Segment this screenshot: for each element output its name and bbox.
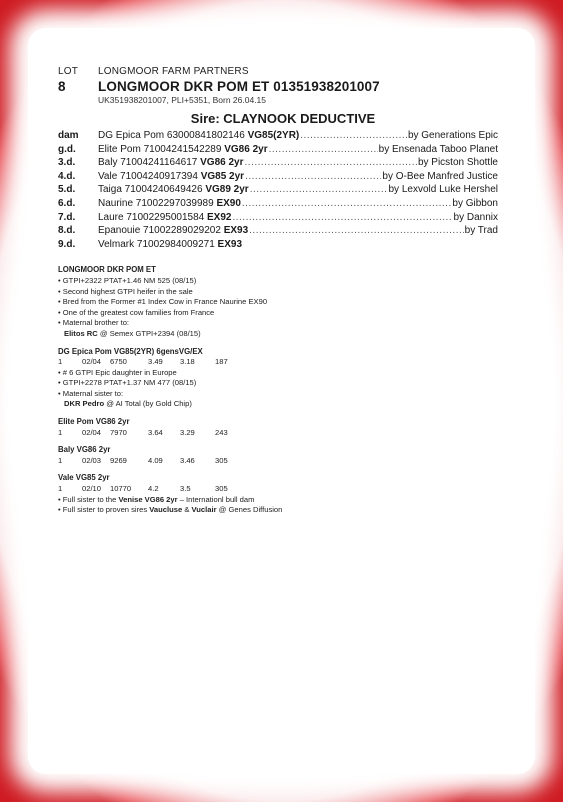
pedigree-row (58, 197, 498, 211)
note-bullet: • One of the greatest cow families from France (58, 307, 215, 317)
sire-line: Sire: CLAYNOOK DEDUCTIVE (190, 111, 376, 126)
classification: EX93 (223, 225, 249, 237)
pedigree-row (58, 224, 498, 238)
ancestor-sire: by O-Bee Manfred Justice (382, 170, 498, 182)
generation-key: 4.d. (58, 170, 76, 182)
consignor-name: LONGMOOR FARM PARTNERS (98, 66, 249, 77)
leader-dots (269, 143, 378, 157)
generation-key: 7.d. (58, 211, 76, 223)
classification: EX92 (207, 211, 232, 223)
pedigree-row (58, 183, 498, 197)
ancestor-sire: by Lexvold Luke Hershel (388, 184, 498, 196)
classification: VG86 2yr (200, 157, 244, 169)
leader-dots (245, 170, 381, 184)
pedigree-row (58, 156, 498, 170)
generation-key: dam (58, 130, 79, 141)
pedigree-row (58, 211, 498, 225)
lactation-record: 1 02/04 7970 3.64 3.29 243 (58, 427, 228, 437)
lot-header (58, 66, 498, 77)
note-bullet: • # 6 GTPI Epic daughter in Europe (58, 367, 177, 377)
pedigree-row (58, 129, 498, 143)
note-bullet: • Bred from the Former #1 Index Cow in France Naurine EX90 (58, 297, 268, 307)
animal-details: UK351938201007, PLI+5351, Born 26.04.15 (98, 95, 267, 105)
ancestor-name: Baly 71004241164617 VG86 2yr (98, 157, 244, 169)
note-bullet: • GTPI+2322 PTAT+1.46 NM 525 (08/15) (58, 275, 197, 285)
note-heading: Elite Pom VG86 2yr (58, 417, 130, 427)
lot-title-row (58, 79, 498, 94)
lot-notes (58, 265, 498, 515)
ancestor-name: Taiga 71004240649426 VG89 2yr (98, 184, 249, 196)
note-bullet: • Full sister to the Venise VG86 2yr – Internationl bull dam (58, 494, 255, 504)
classification: VG85 2yr (200, 170, 245, 182)
leader-dots (245, 156, 417, 170)
pedigree-row (58, 143, 498, 157)
pedigree-row (58, 238, 498, 252)
note-heading: DG Epica Pom VG85(2YR) 6gensVG/EX (58, 346, 203, 356)
note-bullet: • GTPI+2278 PTAT+1.37 NM 477 (08/15) (58, 378, 197, 388)
pedigree-table (58, 129, 498, 251)
lot-entry (58, 66, 498, 516)
note-bullet: • Maternal brother to: (58, 318, 130, 328)
ancestor-name: Velmark 71002984009271 EX93 (98, 238, 243, 250)
generation-key: 3.d. (58, 157, 76, 169)
classification: VG86 2yr (224, 143, 268, 155)
ancestor-name: Laure 71002295001584 EX92 (98, 211, 232, 223)
note-bullet: • Second highest GTPI heifer in the sale (58, 286, 193, 296)
note-heading: Baly VG86 2yr (58, 445, 111, 455)
generation-key: 8.d. (58, 225, 76, 237)
note-bullet: • Full sister to proven sires Vaucluse & Vuclair @ Genes Diffusion (58, 505, 283, 515)
classification: VG85(2YR) (247, 130, 300, 141)
ancestor-sire: by Gibbon (452, 197, 498, 209)
lactation-record: 1 02/03 9269 4.09 3.46 305 (58, 455, 228, 465)
lot-label: LOT (58, 66, 79, 77)
ancestor-name: DG Epica Pom 63000841802146 VG85(2YR) (98, 130, 300, 141)
generation-key: 9.d. (58, 238, 76, 250)
leader-dots (242, 197, 452, 211)
lactation-record: 1 02/10 10770 4.2 3.5 305 (58, 484, 228, 494)
animal-name: LONGMOOR DKR POM ET 01351938201007 (98, 79, 380, 94)
pedigree-row (58, 170, 498, 184)
ancestor-sire: by Trad (464, 225, 498, 237)
note-heading: Vale VG85 2yr (58, 473, 110, 483)
classification: EX93 (217, 238, 243, 250)
ancestor-sire: by Picston Shottle (417, 157, 498, 169)
leader-dots (250, 183, 388, 197)
ancestor-name: Naurine 71002297039989 EX90 (98, 197, 241, 209)
maternal-sister-ref: DKR Pedro @ AI Total (by Gold Chip) (64, 399, 192, 409)
leader-dots (232, 211, 452, 225)
ancestor-name: Epanouie 71002289029202 EX93 (98, 225, 249, 237)
classification: EX90 (216, 197, 241, 209)
note-heading: LONGMOOR DKR POM ET (58, 265, 156, 275)
ancestor-sire: by Ensenada Taboo Planet (378, 143, 498, 155)
ancestor-sire: by Generations Epic (407, 130, 498, 141)
leader-dots (300, 129, 407, 143)
classification: VG89 2yr (205, 184, 249, 196)
ancestor-sire: by Dannix (453, 211, 498, 223)
maternal-brother-ref: Elitos RC @ Semex GTPI+2394 (08/15) (64, 328, 201, 338)
leader-dots (249, 224, 463, 238)
generation-key: 6.d. (58, 197, 76, 209)
lot-number: 8 (58, 79, 66, 94)
ancestor-name: Vale 71004240917394 VG85 2yr (98, 170, 245, 182)
ancestor-name: Elite Pom 71004241542289 VG86 2yr (98, 143, 268, 155)
lactation-record: 1 02/04 6750 3.49 3.18 187 (58, 357, 228, 367)
generation-key: g.d. (58, 143, 76, 155)
note-bullet: • Maternal sister to: (58, 388, 124, 398)
generation-key: 5.d. (58, 184, 76, 196)
